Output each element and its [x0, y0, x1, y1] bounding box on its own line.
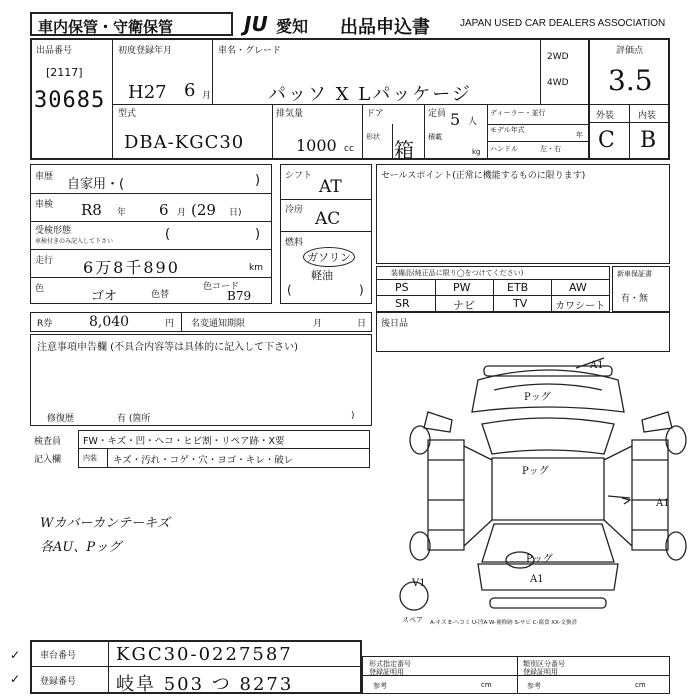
displacement-label: 排気量 — [276, 109, 304, 119]
receipt-value: ( — [165, 227, 171, 242]
warranty-box — [612, 266, 670, 312]
year-unit: 年 — [576, 131, 583, 139]
notes-title: 注意事項申告欄 (不具合内容等は具体的に記入して下さい) — [37, 342, 298, 353]
category-label: 類別区分番号 — [523, 660, 565, 668]
history-value: 自家用・( — [67, 177, 125, 192]
plate-value: 岐阜 503 つ 8273 — [116, 674, 294, 695]
name-change-label: 名変通知期限 — [191, 319, 246, 329]
mileage-label: 走行 — [35, 256, 54, 266]
capacity-value: 5 — [450, 110, 461, 129]
drive-4wd: 4WD — [547, 78, 569, 88]
exterior-label: 外装 — [596, 111, 615, 121]
inspection-label: 車検 — [35, 200, 54, 210]
lot-sub-number: [2117] — [46, 66, 83, 79]
first-reg-era: H27 — [128, 82, 167, 103]
vin-plate-table — [30, 640, 362, 694]
diagram-legend: A-キズ E-ヘコミ U-凹A W-補修跡 S-サビ C-腐食 XX-交換済 — [430, 620, 577, 626]
model-year-label: モデル年式 — [490, 126, 525, 134]
model-label: 車名・グレード — [218, 46, 282, 56]
capacity-unit: 人 — [468, 117, 478, 127]
mileage-value: 6万8千890 — [83, 258, 180, 277]
diagram-mark-plug-hood: Pッグ — [524, 392, 551, 403]
first-reg-month: 6 — [184, 80, 196, 101]
repair-paren-close: ) — [351, 411, 355, 421]
load-label: 積載 — [428, 133, 442, 141]
vehicle-info-table — [30, 38, 670, 160]
interior-grade: B — [640, 128, 657, 153]
receipt-label: 受検形態 — [35, 226, 72, 236]
org-name: 愛知 — [276, 17, 309, 36]
inspector-label-1: 検査員 — [34, 437, 62, 447]
plate-label: 登録番号 — [40, 677, 77, 687]
equip-pw: PW — [453, 281, 471, 294]
diagram-mark-plug-rear: Pッグ — [526, 554, 553, 565]
handle-label: ハンドル — [490, 145, 518, 153]
dealer-label: ディーラー・並行 — [490, 109, 546, 117]
receipt-note: 車検付きのみ記入して下さい — [35, 238, 114, 245]
km-unit: km — [249, 263, 263, 273]
storage-title-box — [30, 12, 233, 36]
equip-ps: PS — [395, 281, 409, 294]
exterior-grade: C — [598, 128, 615, 153]
handwritten-note-1: Wカバーカンテーキズ — [40, 516, 170, 531]
color-label: 色 — [35, 284, 45, 294]
recycle-row — [30, 312, 372, 332]
inspector-codes-box — [78, 430, 370, 468]
fuel-paren-open: ( — [287, 283, 292, 297]
color-change-label: 色替 — [151, 290, 170, 300]
equip-aw: AW — [569, 281, 587, 294]
shape-value: 箱 — [394, 138, 414, 162]
interior-codes: キズ・汚れ・コゲ・穴・ヨゴ・キレ・破レ — [113, 455, 294, 466]
fuel-diesel: 軽油 — [311, 269, 333, 282]
shift-ac-fuel-table — [280, 164, 372, 304]
ac-value: AC — [315, 209, 341, 229]
spare-label: スペア — [402, 616, 423, 624]
handwritten-note-2: 各AU、Pッグ — [40, 540, 122, 555]
equip-tv: TV — [513, 297, 528, 310]
cert-label-right: 登録証明用 — [523, 668, 558, 676]
vin-value: KGC30-0227587 — [116, 644, 293, 665]
recycle-amount: 8,040 — [89, 314, 130, 330]
inspection-day-unit: 日) — [229, 208, 242, 218]
door-label: ドア — [366, 109, 384, 119]
ref-label-left: 参考 — [373, 682, 387, 690]
diagram-mark-a1-top: A1 — [590, 360, 604, 371]
vin-label: 車台番号 — [40, 651, 77, 661]
repair-value: 有 (箇所 — [117, 414, 151, 424]
inspection-era: R8 — [81, 201, 102, 219]
exterior-codes: FW・キズ・凹・ヘコ・ヒビ割・リペア跡・X要 — [83, 436, 285, 447]
history-paren-close: ) — [255, 173, 261, 188]
inspection-day: (29 — [191, 201, 216, 219]
equipment-table — [376, 266, 610, 312]
plate-check: ✓ — [10, 672, 21, 686]
diagram-mark-a1-right: A1 — [656, 498, 670, 509]
diagram-mark-plug-roof: Pッグ — [522, 466, 549, 477]
warranty-options: 有・無 — [621, 294, 649, 304]
lot-number-label: 出品番号 — [36, 46, 73, 56]
equip-etb: ETB — [507, 281, 529, 294]
first-reg-month-unit: 月 — [202, 91, 212, 101]
interior-codes-label: 内装 — [83, 454, 97, 462]
cm-unit-left: cm — [481, 681, 492, 689]
inspection-month-unit: 月 — [177, 208, 187, 218]
shape-label: 形状 — [366, 133, 380, 141]
model-name: パッソ X Lパッケージ — [268, 84, 472, 105]
ref-label-right: 参考 — [527, 682, 541, 690]
equip-navi: ナビ — [453, 299, 475, 312]
notes-box — [30, 334, 372, 426]
sales-point-box — [376, 164, 670, 264]
equip-leather-seat: カワシート — [555, 301, 605, 312]
color-code-label: 色コード — [203, 282, 240, 292]
shift-label: シフト — [285, 171, 313, 181]
cm-unit-right: cm — [635, 681, 646, 689]
rating-label: 評価点 — [616, 46, 644, 56]
handle-options: 左・右 — [540, 145, 561, 153]
fuel-paren-close: ) — [359, 283, 364, 297]
name-change-day: 日 — [357, 319, 367, 329]
inspector-label-2: 記入欄 — [34, 455, 62, 465]
equipment-label: 装備品(純正品に限り◯をつけてください) — [391, 269, 524, 277]
history-table — [30, 164, 272, 304]
fuel-gasoline: ガソリン — [303, 247, 355, 267]
yen-unit: 円 — [165, 319, 175, 329]
cert-label-left: 登録証明用 — [369, 668, 404, 676]
recycle-label: R券 — [37, 319, 53, 329]
kg-unit: kg — [472, 148, 481, 156]
repair-label: 修復歴 — [47, 414, 75, 424]
equip-sr: SR — [395, 297, 410, 310]
color-code-value: B79 — [227, 289, 252, 303]
association-name: JAPAN USED CAR DEALERS ASSOCIATION — [460, 18, 666, 29]
warranty-label: 新車保証書 — [617, 270, 652, 278]
rear-items-label: 後日品 — [381, 319, 409, 329]
ac-label: 冷房 — [285, 205, 304, 215]
first-reg-label: 初度登録年月 — [118, 46, 173, 56]
capacity-label: 定員 — [428, 109, 447, 119]
rating-value: 3.5 — [608, 64, 653, 97]
car-damage-diagram — [398, 350, 694, 630]
interior-label: 内装 — [638, 111, 657, 121]
vin-check: ✓ — [10, 648, 21, 662]
displacement-value: 1000 — [296, 136, 337, 155]
diagram-mark-v1: V1 — [412, 578, 426, 589]
form-designated-label: 形式指定番号 — [369, 660, 411, 668]
history-label: 車歴 — [35, 172, 54, 182]
cc-unit: cc — [344, 144, 354, 154]
inspection-year-unit: 年 — [117, 208, 127, 218]
sales-point-label: セールスポイント(正常に機能するものに限ります) — [381, 171, 586, 181]
storage-title: 車内保管・守衛保管 — [38, 18, 174, 36]
color-value: ゴオ — [91, 289, 118, 304]
diagram-mark-a1-rear: A1 — [530, 574, 544, 585]
fuel-label: 燃料 — [285, 238, 304, 248]
ju-logo: JU — [244, 12, 268, 36]
lot-number: 30685 — [34, 88, 106, 113]
form-title: 出品申込書 — [340, 17, 430, 38]
shift-value: AT — [319, 177, 342, 197]
cert-table — [362, 656, 670, 694]
name-change-month: 月 — [313, 319, 323, 329]
drive-2wd: 2WD — [547, 52, 569, 62]
receipt-paren-close: ) — [255, 227, 261, 242]
chassis-type: DBA-KGC30 — [124, 132, 245, 153]
type-label: 型式 — [118, 109, 137, 119]
inspection-month: 6 — [159, 201, 169, 219]
rear-items-box — [376, 312, 670, 352]
